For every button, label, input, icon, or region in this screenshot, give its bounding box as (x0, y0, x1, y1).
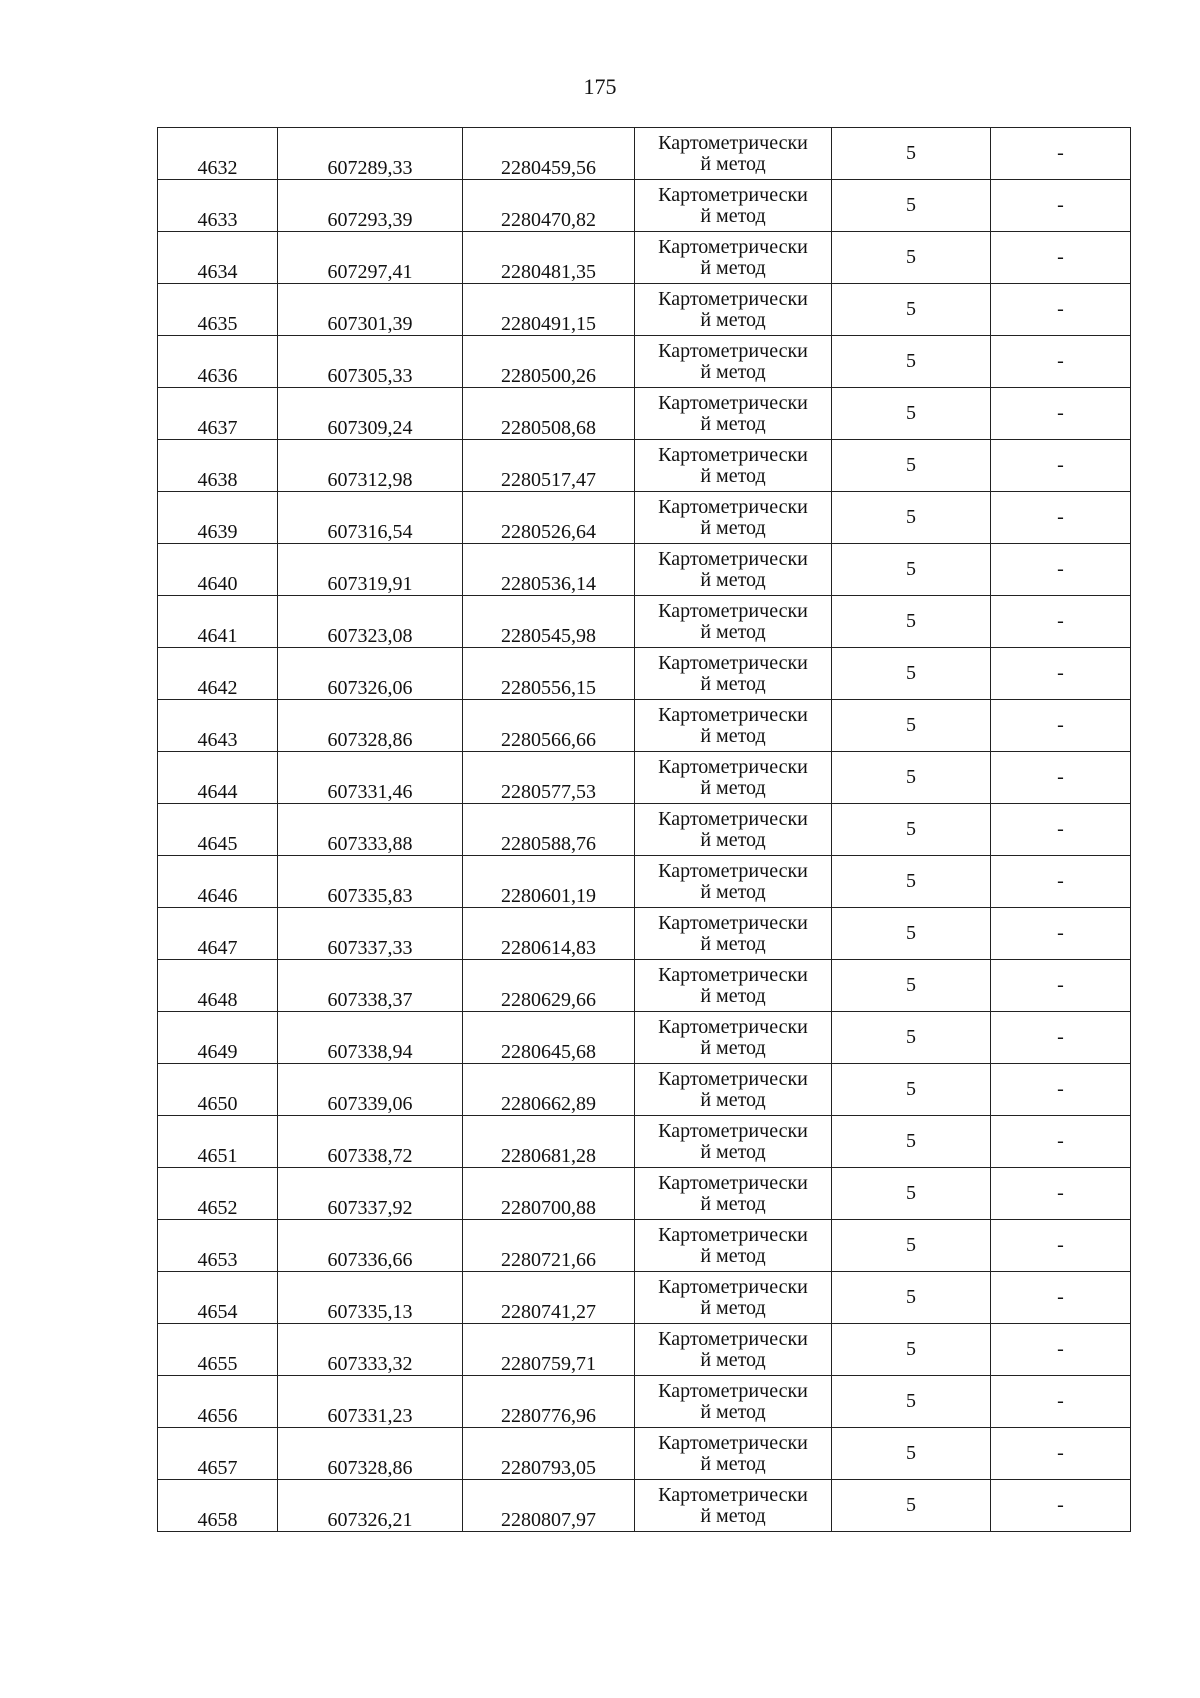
method-cell (635, 700, 832, 752)
method-cell (635, 596, 832, 648)
accuracy-cell: 5 (832, 908, 991, 960)
y-coordinate-cell: 2280508,68 (463, 388, 635, 440)
method-text-line2: й метод (700, 724, 766, 747)
method-cell (635, 388, 832, 440)
method-text-line1: Картометрически (658, 183, 808, 206)
table-row (158, 648, 1131, 700)
method-text-line1: Картометрически (658, 1275, 808, 1298)
point-id-cell: 4639 (158, 492, 278, 544)
x-coordinate-cell: 607333,32 (278, 1324, 463, 1376)
point-id-cell: 4650 (158, 1064, 278, 1116)
x-coordinate-cell: 607333,88 (278, 804, 463, 856)
y-coordinate-cell: 2280536,14 (463, 544, 635, 596)
table-row (158, 1272, 1131, 1324)
point-id-cell: 4656 (158, 1376, 278, 1428)
note-cell: - (991, 440, 1131, 492)
x-coordinate-cell: 607293,39 (278, 180, 463, 232)
x-coordinate-cell: 607289,33 (278, 128, 463, 180)
table-row (158, 700, 1131, 752)
x-coordinate-cell: 607337,92 (278, 1168, 463, 1220)
method-text-line2: й метод (700, 828, 766, 851)
method-text-line1: Картометрически (658, 495, 808, 518)
y-coordinate-cell: 2280500,26 (463, 336, 635, 388)
method-text-line2: й метод (700, 1192, 766, 1215)
x-coordinate-cell: 607312,98 (278, 440, 463, 492)
method-text-line2: й метод (700, 1504, 766, 1527)
y-coordinate-cell: 2280545,98 (463, 596, 635, 648)
method-text-line1: Картометрически (658, 1171, 808, 1194)
y-coordinate-cell: 2280700,88 (463, 1168, 635, 1220)
method-cell (635, 1012, 832, 1064)
x-coordinate-cell: 607323,08 (278, 596, 463, 648)
table-row (158, 1064, 1131, 1116)
accuracy-cell: 5 (832, 180, 991, 232)
y-coordinate-cell: 2280470,82 (463, 180, 635, 232)
point-id-cell: 4649 (158, 1012, 278, 1064)
accuracy-cell: 5 (832, 700, 991, 752)
x-coordinate-cell: 607309,24 (278, 388, 463, 440)
method-text-line2: й метод (700, 880, 766, 903)
y-coordinate-cell: 2280577,53 (463, 752, 635, 804)
accuracy-cell: 5 (832, 856, 991, 908)
accuracy-cell: 5 (832, 1480, 991, 1532)
method-text-line2: й метод (700, 1400, 766, 1423)
accuracy-cell: 5 (832, 960, 991, 1012)
y-coordinate-cell: 2280556,15 (463, 648, 635, 700)
table-row (158, 1480, 1131, 1532)
method-text-line1: Картометрически (658, 651, 808, 674)
method-cell (635, 1220, 832, 1272)
note-cell: - (991, 960, 1131, 1012)
table-row (158, 1168, 1131, 1220)
method-cell (635, 752, 832, 804)
method-text-line2: й метод (700, 308, 766, 331)
method-text-line1: Картометрически (658, 391, 808, 414)
method-text-line1: Картометрически (658, 911, 808, 934)
point-id-cell: 4638 (158, 440, 278, 492)
point-id-cell: 4635 (158, 284, 278, 336)
method-cell (635, 908, 832, 960)
method-text-line2: й метод (700, 412, 766, 435)
point-id-cell: 4640 (158, 544, 278, 596)
method-text-line2: й метод (700, 568, 766, 591)
point-id-cell: 4644 (158, 752, 278, 804)
method-cell (635, 1428, 832, 1480)
accuracy-cell: 5 (832, 128, 991, 180)
y-coordinate-cell: 2280459,56 (463, 128, 635, 180)
method-text-line1: Картометрически (658, 547, 808, 570)
note-cell: - (991, 700, 1131, 752)
x-coordinate-cell: 607331,46 (278, 752, 463, 804)
method-text-line1: Картометрически (658, 1015, 808, 1038)
y-coordinate-cell: 2280566,66 (463, 700, 635, 752)
note-cell: - (991, 1480, 1131, 1532)
accuracy-cell: 5 (832, 1168, 991, 1220)
y-coordinate-cell: 2280614,83 (463, 908, 635, 960)
method-text-line1: Картометрически (658, 1223, 808, 1246)
method-cell (635, 648, 832, 700)
table-row (158, 1012, 1131, 1064)
note-cell: - (991, 284, 1131, 336)
x-coordinate-cell: 607338,72 (278, 1116, 463, 1168)
method-text-line1: Картометрически (658, 1431, 808, 1454)
note-cell: - (991, 1428, 1131, 1480)
accuracy-cell: 5 (832, 1064, 991, 1116)
method-text-line2: й метод (700, 152, 766, 175)
note-cell: - (991, 388, 1131, 440)
coordinates-table-body (158, 128, 1131, 1532)
accuracy-cell: 5 (832, 1428, 991, 1480)
x-coordinate-cell: 607319,91 (278, 544, 463, 596)
method-cell (635, 1064, 832, 1116)
y-coordinate-cell: 2280629,66 (463, 960, 635, 1012)
table-row (158, 1324, 1131, 1376)
table-row (158, 544, 1131, 596)
table-row (158, 492, 1131, 544)
x-coordinate-cell: 607326,21 (278, 1480, 463, 1532)
method-text-line1: Картометрически (658, 339, 808, 362)
note-cell: - (991, 232, 1131, 284)
table-row (158, 128, 1131, 180)
method-text-line1: Картометрически (658, 859, 808, 882)
method-text-line1: Картометрически (658, 1067, 808, 1090)
method-text-line1: Картометрически (658, 1379, 808, 1402)
accuracy-cell: 5 (832, 440, 991, 492)
x-coordinate-cell: 607326,06 (278, 648, 463, 700)
point-id-cell: 4657 (158, 1428, 278, 1480)
y-coordinate-cell: 2280793,05 (463, 1428, 635, 1480)
table-row (158, 388, 1131, 440)
note-cell: - (991, 804, 1131, 856)
note-cell: - (991, 1376, 1131, 1428)
x-coordinate-cell: 607297,41 (278, 232, 463, 284)
point-id-cell: 4641 (158, 596, 278, 648)
method-text-line1: Картометрически (658, 131, 808, 154)
point-id-cell: 4653 (158, 1220, 278, 1272)
y-coordinate-cell: 2280645,68 (463, 1012, 635, 1064)
note-cell: - (991, 544, 1131, 596)
method-text-line2: й метод (700, 516, 766, 539)
y-coordinate-cell: 2280662,89 (463, 1064, 635, 1116)
method-text-line1: Картометрически (658, 755, 808, 778)
method-cell (635, 856, 832, 908)
method-text-line1: Картометрически (658, 443, 808, 466)
method-cell (635, 180, 832, 232)
method-text-line2: й метод (700, 776, 766, 799)
accuracy-cell: 5 (832, 1012, 991, 1064)
method-text-line2: й метод (700, 672, 766, 695)
table-row (158, 1428, 1131, 1480)
table-row (158, 804, 1131, 856)
note-cell: - (991, 856, 1131, 908)
coordinates-table (157, 127, 1131, 1532)
table-row (158, 180, 1131, 232)
note-cell: - (991, 648, 1131, 700)
method-text-line2: й метод (700, 1296, 766, 1319)
method-cell (635, 544, 832, 596)
note-cell: - (991, 1168, 1131, 1220)
y-coordinate-cell: 2280481,35 (463, 232, 635, 284)
note-cell: - (991, 1272, 1131, 1324)
accuracy-cell: 5 (832, 804, 991, 856)
x-coordinate-cell: 607337,33 (278, 908, 463, 960)
y-coordinate-cell: 2280526,64 (463, 492, 635, 544)
y-coordinate-cell: 2280601,19 (463, 856, 635, 908)
point-id-cell: 4658 (158, 1480, 278, 1532)
x-coordinate-cell: 607339,06 (278, 1064, 463, 1116)
method-text-line2: й метод (700, 464, 766, 487)
method-cell (635, 1116, 832, 1168)
accuracy-cell: 5 (832, 1116, 991, 1168)
x-coordinate-cell: 607338,94 (278, 1012, 463, 1064)
method-text-line2: й метод (700, 620, 766, 643)
note-cell: - (991, 1220, 1131, 1272)
method-cell (635, 440, 832, 492)
accuracy-cell: 5 (832, 1220, 991, 1272)
method-cell (635, 960, 832, 1012)
accuracy-cell: 5 (832, 388, 991, 440)
point-id-cell: 4652 (158, 1168, 278, 1220)
point-id-cell: 4637 (158, 388, 278, 440)
method-cell (635, 1376, 832, 1428)
x-coordinate-cell: 607335,83 (278, 856, 463, 908)
table-row (158, 1220, 1131, 1272)
method-text-line1: Картометрически (658, 1483, 808, 1506)
note-cell: - (991, 336, 1131, 388)
method-cell (635, 336, 832, 388)
accuracy-cell: 5 (832, 752, 991, 804)
method-text-line1: Картометрически (658, 287, 808, 310)
table-row (158, 232, 1131, 284)
method-text-line2: й метод (700, 204, 766, 227)
method-cell (635, 128, 832, 180)
accuracy-cell: 5 (832, 492, 991, 544)
method-text-line2: й метод (700, 1452, 766, 1475)
x-coordinate-cell: 607301,39 (278, 284, 463, 336)
note-cell: - (991, 492, 1131, 544)
method-text-line1: Картометрически (658, 807, 808, 830)
table-row (158, 284, 1131, 336)
point-id-cell: 4655 (158, 1324, 278, 1376)
x-coordinate-cell: 607331,23 (278, 1376, 463, 1428)
method-cell (635, 232, 832, 284)
table-row (158, 1376, 1131, 1428)
note-cell: - (991, 1116, 1131, 1168)
table-row (158, 596, 1131, 648)
y-coordinate-cell: 2280721,66 (463, 1220, 635, 1272)
note-cell: - (991, 128, 1131, 180)
note-cell: - (991, 1012, 1131, 1064)
note-cell: - (991, 752, 1131, 804)
x-coordinate-cell: 607338,37 (278, 960, 463, 1012)
y-coordinate-cell: 2280588,76 (463, 804, 635, 856)
method-text-line2: й метод (700, 1348, 766, 1371)
method-text-line2: й метод (700, 1036, 766, 1059)
x-coordinate-cell: 607316,54 (278, 492, 463, 544)
y-coordinate-cell: 2280759,71 (463, 1324, 635, 1376)
method-cell (635, 1168, 832, 1220)
method-cell (635, 492, 832, 544)
point-id-cell: 4645 (158, 804, 278, 856)
table-row (158, 752, 1131, 804)
x-coordinate-cell: 607336,66 (278, 1220, 463, 1272)
method-text-line2: й метод (700, 1088, 766, 1111)
method-text-line1: Картометрически (658, 1327, 808, 1350)
x-coordinate-cell: 607305,33 (278, 336, 463, 388)
method-cell (635, 1480, 832, 1532)
accuracy-cell: 5 (832, 1272, 991, 1324)
point-id-cell: 4632 (158, 128, 278, 180)
table-row (158, 336, 1131, 388)
x-coordinate-cell: 607328,86 (278, 700, 463, 752)
accuracy-cell: 5 (832, 232, 991, 284)
method-text-line2: й метод (700, 984, 766, 1007)
accuracy-cell: 5 (832, 648, 991, 700)
x-coordinate-cell: 607335,13 (278, 1272, 463, 1324)
table-row (158, 856, 1131, 908)
point-id-cell: 4636 (158, 336, 278, 388)
method-text-line2: й метод (700, 1140, 766, 1163)
method-text-line1: Картометрически (658, 599, 808, 622)
method-text-line2: й метод (700, 256, 766, 279)
note-cell: - (991, 1064, 1131, 1116)
accuracy-cell: 5 (832, 544, 991, 596)
method-cell (635, 804, 832, 856)
x-coordinate-cell: 607328,86 (278, 1428, 463, 1480)
accuracy-cell: 5 (832, 1376, 991, 1428)
table-row (158, 1116, 1131, 1168)
method-text-line2: й метод (700, 1244, 766, 1267)
point-id-cell: 4633 (158, 180, 278, 232)
point-id-cell: 4643 (158, 700, 278, 752)
note-cell: - (991, 1324, 1131, 1376)
method-cell (635, 284, 832, 336)
y-coordinate-cell: 2280807,97 (463, 1480, 635, 1532)
table-row (158, 960, 1131, 1012)
point-id-cell: 4646 (158, 856, 278, 908)
method-text-line2: й метод (700, 932, 766, 955)
point-id-cell: 4648 (158, 960, 278, 1012)
page-number: 175 (583, 74, 617, 99)
method-cell (635, 1272, 832, 1324)
method-text-line1: Картометрически (658, 703, 808, 726)
y-coordinate-cell: 2280517,47 (463, 440, 635, 492)
point-id-cell: 4647 (158, 908, 278, 960)
method-text-line1: Картометрически (658, 1119, 808, 1142)
note-cell: - (991, 180, 1131, 232)
accuracy-cell: 5 (832, 596, 991, 648)
table-row (158, 908, 1131, 960)
point-id-cell: 4642 (158, 648, 278, 700)
y-coordinate-cell: 2280681,28 (463, 1116, 635, 1168)
method-cell (635, 1324, 832, 1376)
method-text-line1: Картометрически (658, 963, 808, 986)
note-cell: - (991, 908, 1131, 960)
point-id-cell: 4654 (158, 1272, 278, 1324)
point-id-cell: 4634 (158, 232, 278, 284)
point-id-cell: 4651 (158, 1116, 278, 1168)
accuracy-cell: 5 (832, 284, 991, 336)
y-coordinate-cell: 2280491,15 (463, 284, 635, 336)
y-coordinate-cell: 2280741,27 (463, 1272, 635, 1324)
note-cell: - (991, 596, 1131, 648)
method-text-line1: Картометрически (658, 235, 808, 258)
y-coordinate-cell: 2280776,96 (463, 1376, 635, 1428)
method-text-line2: й метод (700, 360, 766, 383)
table-row (158, 440, 1131, 492)
accuracy-cell: 5 (832, 336, 991, 388)
accuracy-cell: 5 (832, 1324, 991, 1376)
